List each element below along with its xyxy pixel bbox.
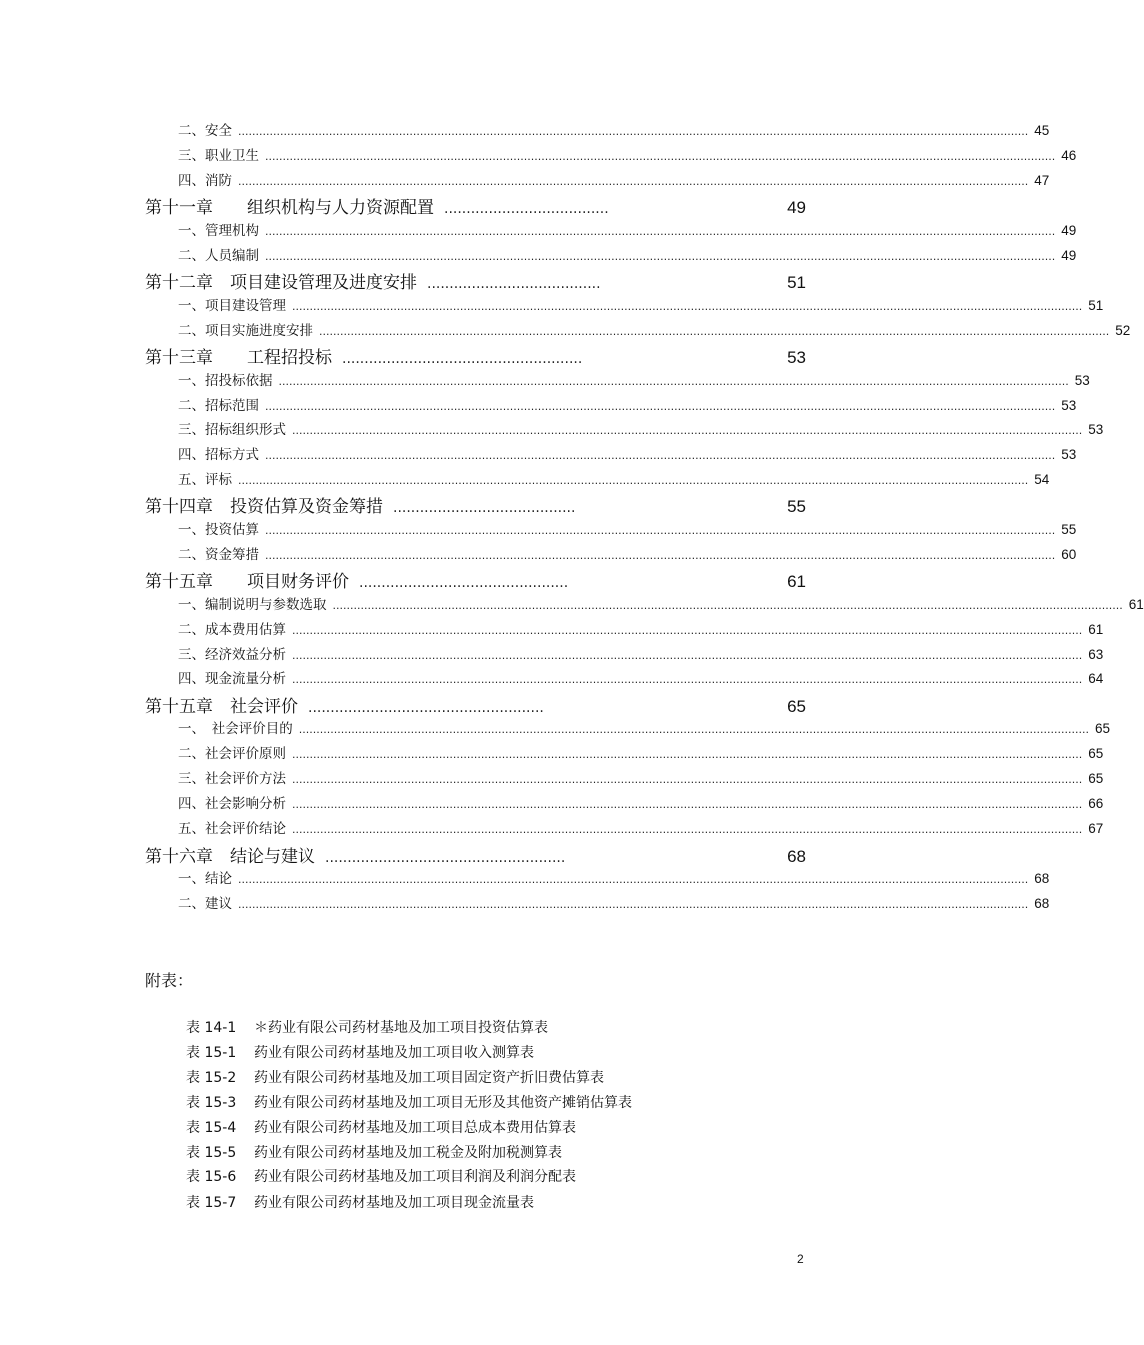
toc-chapter[interactable] (145, 842, 806, 867)
toc-entry[interactable] (178, 867, 1050, 887)
appendix-item-title: 药业有限公司药材基地及加工项目无形及其他资产摊销估算表 (254, 1095, 632, 1111)
toc-chapter-page: 49 (787, 198, 806, 217)
toc-entry[interactable] (178, 468, 1050, 488)
toc-entry-page: 53 (1088, 422, 1104, 437)
toc-entry-page: 54 (1034, 472, 1050, 487)
toc-entry-page: 65 (1094, 721, 1111, 736)
toc-entry[interactable] (178, 319, 1131, 339)
toc-entry-page: 53 (1061, 447, 1077, 462)
toc-entry-label: 二、项目实施进度安排 (178, 323, 313, 339)
dot-leader: ..................................... (444, 201, 609, 217)
toc-entry[interactable] (178, 369, 1090, 389)
toc-chapter-page: 53 (787, 348, 806, 367)
toc-entry-label: 二、资金筹措 (178, 547, 259, 563)
toc-chapter-label: 第十四章 投资估算及资金筹措 (145, 497, 383, 517)
appendix-item-number: 表 15-1 (186, 1045, 237, 1061)
appendix-item[interactable] (186, 1067, 604, 1087)
appendix-item[interactable] (186, 1042, 534, 1062)
toc-entry[interactable] (178, 169, 1050, 189)
dot-leader: .................................................................................................................................................................................................................................. (292, 300, 1083, 313)
toc-entry-page: 53 (1061, 398, 1077, 413)
toc-entry-label: 二、招标范围 (178, 398, 259, 414)
toc-entry-page: 49 (1061, 248, 1077, 263)
toc-entry[interactable] (178, 418, 1104, 438)
dot-leader: .................................................................................................................................................................................................................................. (292, 424, 1083, 437)
toc-entry[interactable] (178, 394, 1077, 414)
appendix-item-number: 表 15-4 (186, 1120, 237, 1136)
toc-chapter-label: 第十一章 组织机构与人力资源配置 (145, 198, 434, 218)
toc-entry-label: 一、项目建设管理 (178, 298, 286, 314)
toc-entry[interactable] (178, 892, 1050, 912)
appendix-item-number: 表 15-3 (186, 1095, 237, 1111)
dot-leader: .................................................................................................................................................................................................................................. (292, 673, 1083, 686)
appendix-item-title: 药业有限公司药材基地及加工项目固定资产折旧费估算表 (254, 1070, 604, 1086)
dot-leader: ............................................... (359, 575, 569, 591)
dot-leader: .................................................................................................................................................................................................................................. (292, 624, 1083, 637)
toc-chapter-page: 65 (787, 697, 806, 716)
page-number: 2 (797, 1252, 804, 1266)
toc-entry-label: 五、社会评价结论 (178, 821, 286, 837)
toc-entry-page: 68 (1034, 871, 1050, 886)
toc-entry[interactable] (178, 643, 1104, 663)
toc-chapter[interactable] (145, 343, 806, 368)
toc-entry-label: 二、社会评价原则 (178, 746, 286, 762)
appendix-item[interactable] (186, 1142, 562, 1162)
toc-entry[interactable] (178, 767, 1104, 787)
dot-leader: .................................................................................................................................................................................................................................. (332, 599, 1123, 612)
toc-entry-label: 一、编制说明与参数选取 (178, 597, 327, 613)
toc-entry-label: 二、安全 (178, 123, 232, 139)
appendix-item[interactable] (186, 1166, 576, 1186)
toc-entry-label: 四、消防 (178, 173, 232, 189)
appendix-item-title: ＊药业有限公司药材基地及加工项目投资估算表 (254, 1020, 548, 1036)
toc-entry-page: 61 (1088, 622, 1104, 637)
toc-chapter-label: 第十五章 社会评价 (145, 697, 298, 717)
toc-entry[interactable] (178, 667, 1104, 687)
toc-chapter-page: 61 (787, 572, 806, 591)
toc-entry-label: 一、招投标依据 (178, 373, 273, 389)
toc-entry-label: 二、成本费用估算 (178, 622, 286, 638)
dot-leader: ...................................................... (342, 351, 583, 367)
toc-entry-page: 66 (1088, 796, 1104, 811)
toc-entry-page: 45 (1034, 123, 1050, 138)
dot-leader: .................................................................................................................................................................................................................................. (238, 474, 1029, 487)
appendix-item[interactable] (186, 1192, 534, 1212)
toc-chapter[interactable] (145, 692, 806, 717)
toc-entry[interactable] (178, 742, 1104, 762)
dot-leader: .................................................................................................................................................................................................................................. (265, 225, 1056, 238)
appendix-item-title: 药业有限公司药材基地及加工项目收入测算表 (254, 1045, 534, 1061)
appendix-item-title: 药业有限公司药材基地及加工项目现金流量表 (254, 1195, 534, 1211)
toc-entry-page: 52 (1115, 323, 1131, 338)
toc-chapter[interactable] (145, 268, 806, 293)
appendix-item-number: 表 14-1 (186, 1020, 237, 1036)
dot-leader: ...................................................... (325, 850, 566, 866)
toc-entry-label: 一、管理机构 (178, 223, 259, 239)
toc-entry-page: 46 (1061, 148, 1077, 163)
toc-entry[interactable] (178, 593, 1144, 613)
appendix-item[interactable] (186, 1017, 548, 1037)
toc-entry[interactable] (178, 119, 1050, 139)
appendix-item[interactable] (186, 1117, 576, 1137)
toc-entry-label: 三、职业卫生 (178, 148, 259, 164)
appendix-item[interactable] (186, 1092, 632, 1112)
appendix-item-title: 药业有限公司药材基地及加工项目利润及利润分配表 (254, 1169, 576, 1185)
toc-entry-page: 68 (1034, 896, 1050, 911)
appendix-item-number: 表 15-5 (186, 1145, 237, 1161)
toc-entry[interactable] (178, 219, 1077, 239)
appendix-item-title: 药业有限公司药材基地及加工税金及附加税测算表 (254, 1145, 562, 1161)
dot-leader: .................................................................................................................................................................................................................................. (292, 798, 1083, 811)
toc-entry[interactable] (178, 792, 1104, 812)
appendix-item-number: 表 15-7 (186, 1195, 237, 1211)
dot-leader: .................................................................................................................................................................................................................................. (265, 250, 1056, 263)
dot-leader: .................................................................................................................................................................................................................................. (292, 823, 1083, 836)
toc-entry[interactable] (178, 144, 1077, 164)
toc-entry-page: 65 (1088, 771, 1104, 786)
dot-leader: .................................................................................................................................................................................................................................. (265, 400, 1056, 413)
appendix-item-title: 药业有限公司药材基地及加工项目总成本费用估算表 (254, 1120, 576, 1136)
appendix-heading: 附表： (145, 971, 194, 990)
toc-entry-page: 47 (1034, 173, 1050, 188)
toc-entry-page: 64 (1088, 671, 1104, 686)
toc-entry[interactable] (178, 618, 1104, 638)
toc-entry[interactable] (178, 717, 1111, 737)
toc-chapter[interactable] (145, 193, 806, 218)
dot-leader: ..................................................... (308, 700, 544, 716)
dot-leader: .................................................................................................................................................................................................................................. (292, 649, 1083, 662)
dot-leader: .................................................................................................................................................................................................................................. (292, 748, 1083, 761)
toc-chapter-page: 68 (787, 847, 806, 866)
toc-chapter-label: 第十六章 结论与建议 (145, 847, 315, 867)
dot-leader: .................................................................................................................................................................................................................................. (238, 125, 1029, 138)
toc-entry[interactable] (178, 294, 1104, 314)
toc-entry-label: 四、社会影响分析 (178, 796, 286, 812)
dot-leader: .................................................................................................................................................................................................................................. (265, 549, 1056, 562)
toc-entry-label: 一、 社会评价目的 (178, 721, 293, 737)
toc-chapter-label: 第十五章 项目财务评价 (145, 572, 349, 592)
toc-chapter[interactable] (145, 567, 806, 592)
dot-leader: .................................................................................................................................................................................................................................. (319, 325, 1110, 338)
appendix-item-number: 表 15-6 (186, 1169, 237, 1185)
toc-entry-page: 61 (1128, 597, 1144, 612)
dot-leader: .................................................................................................................................................................................................................................. (238, 873, 1029, 886)
toc-chapter[interactable] (145, 492, 806, 517)
dot-leader: .................................................................................................................................................................................................................................. (265, 150, 1056, 163)
toc-entry-label: 一、结论 (178, 871, 232, 887)
toc-entry-page: 63 (1088, 647, 1104, 662)
dot-leader: .................................................................................................................................................................................................................................. (265, 524, 1056, 537)
toc-entry[interactable] (178, 543, 1077, 563)
toc-entry[interactable] (178, 244, 1077, 264)
toc-entry-label: 五、评标 (178, 472, 232, 488)
dot-leader: ......................................... (393, 500, 576, 516)
toc-entry-label: 三、招标组织形式 (178, 422, 286, 438)
toc-entry-page: 60 (1061, 547, 1077, 562)
dot-leader: .................................................................................................................................................................................................................................. (238, 898, 1029, 911)
toc-chapter-page: 51 (787, 273, 806, 292)
toc-entry-page: 49 (1061, 223, 1077, 238)
toc-entry-label: 二、人员编制 (178, 248, 259, 264)
toc-entry[interactable] (178, 443, 1077, 463)
toc-chapter-label: 第十二章 项目建设管理及进度安排 (145, 273, 417, 293)
toc-entry-label: 一、投资估算 (178, 522, 259, 538)
toc-entry-label: 四、招标方式 (178, 447, 259, 463)
dot-leader: .................................................................................................................................................................................................................................. (278, 375, 1069, 388)
toc-entry-label: 三、经济效益分析 (178, 647, 286, 663)
toc-entry-page: 67 (1088, 821, 1104, 836)
dot-leader: .................................................................................................................................................................................................................................. (298, 723, 1089, 736)
toc-entry[interactable] (178, 518, 1077, 538)
toc-entry-page: 53 (1074, 373, 1090, 388)
toc-entry-page: 65 (1088, 746, 1104, 761)
appendix-item-number: 表 15-2 (186, 1070, 237, 1086)
toc-chapter-label: 第十三章 工程招投标 (145, 348, 332, 368)
toc-entry-label: 三、社会评价方法 (178, 771, 286, 787)
toc-entry-page: 55 (1061, 522, 1077, 537)
toc-entry[interactable] (178, 817, 1104, 837)
toc-entry-page: 51 (1088, 298, 1104, 313)
toc-chapter-page: 55 (787, 497, 806, 516)
dot-leader: .................................................................................................................................................................................................................................. (265, 449, 1056, 462)
toc-entry-label: 二、建议 (178, 896, 232, 912)
dot-leader: .................................................................................................................................................................................................................................. (292, 773, 1083, 786)
toc-entry-label: 四、现金流量分析 (178, 671, 286, 687)
dot-leader: .................................................................................................................................................................................................................................. (238, 175, 1029, 188)
dot-leader: ....................................... (427, 276, 601, 292)
